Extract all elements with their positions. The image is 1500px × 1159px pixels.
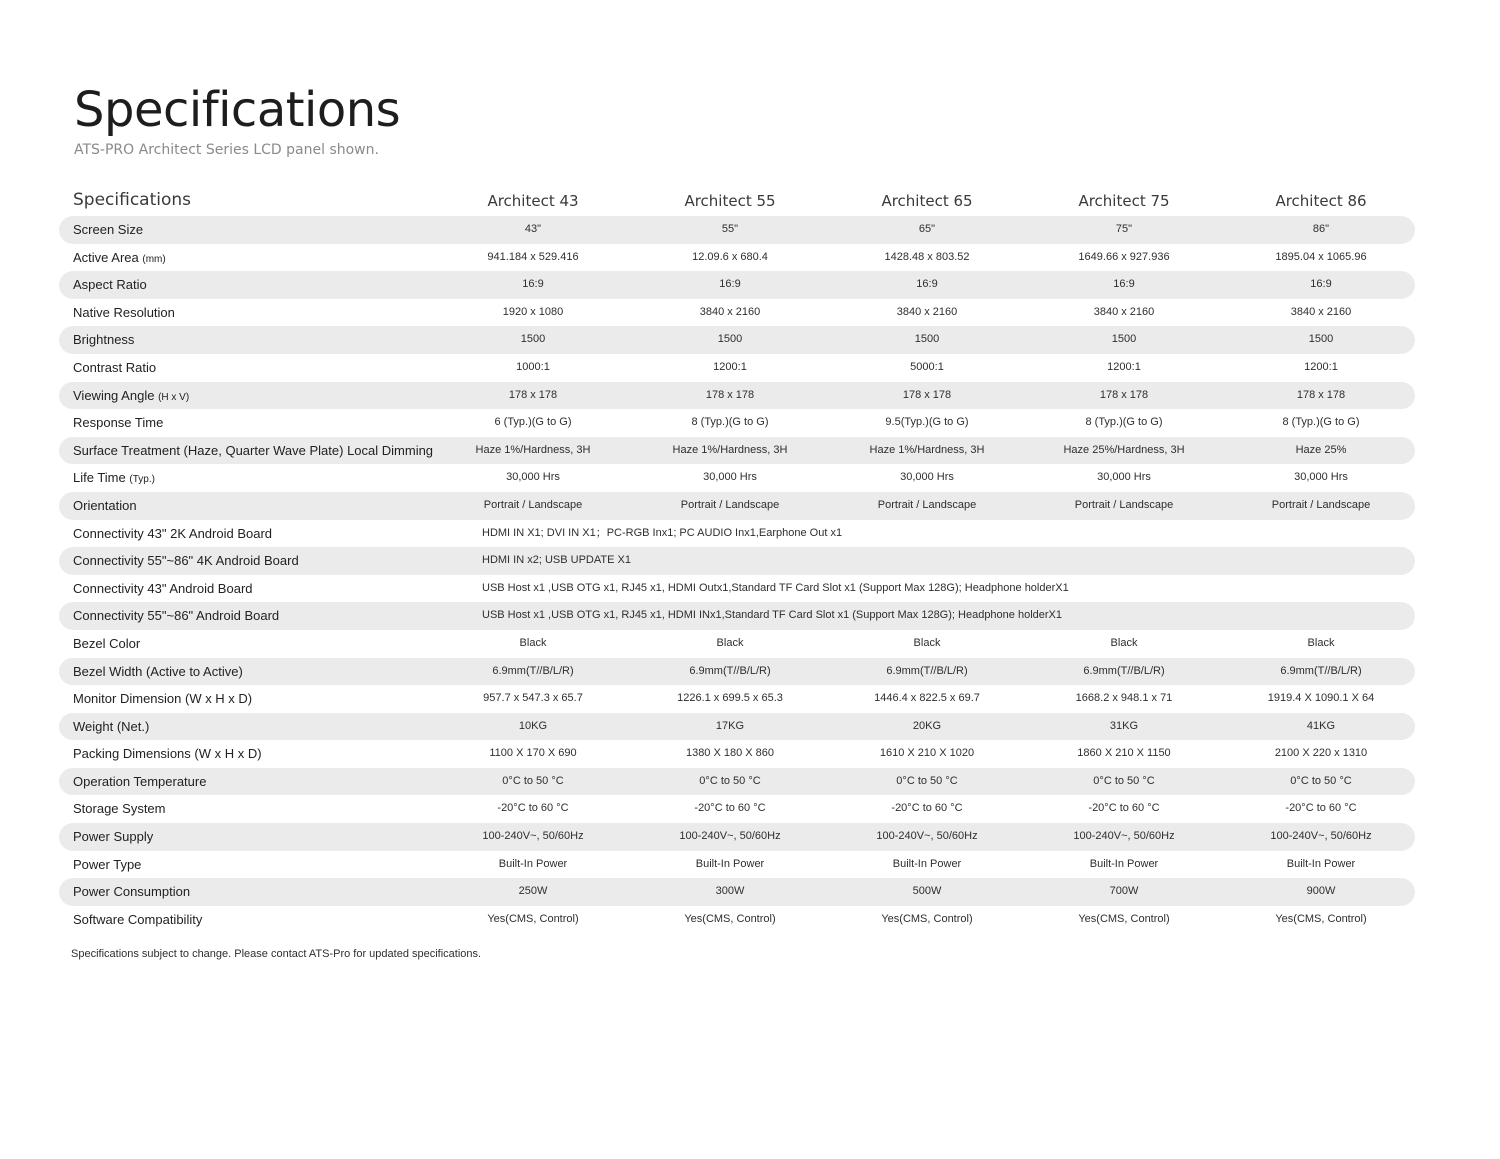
table-cell: 300W (715, 885, 745, 898)
table-cell: 178 x 178 (705, 388, 755, 401)
row-label-text: Connectivity 43" Android Board (73, 580, 253, 596)
row-label-note: (Typ.) (129, 474, 155, 486)
row-label-text: Aspect Ratio (73, 277, 147, 293)
row-label-text: Monitor Dimension (W x H x D) (73, 691, 253, 707)
table-cell: 30,000 Hrs (506, 471, 560, 484)
table-cell: 1500 (717, 333, 743, 346)
table-cell: 12.09.6 x 680.4 (692, 250, 768, 263)
table-cell: Black (519, 636, 547, 649)
table-cell: 16:9 (719, 278, 741, 291)
column-header: Architect 75 (1078, 192, 1170, 210)
table-cell: Haze 25% (1295, 443, 1347, 456)
table-cell: Black (1307, 636, 1335, 649)
row-label-text: Connectivity 55"~86" Android Board (73, 608, 280, 624)
table-cell: Portrait / Landscape (877, 498, 977, 511)
table-cell: Built-In Power (498, 857, 568, 870)
row-label-text: Software Compatibility (73, 911, 203, 927)
row-label-text: Power Consumption (73, 884, 191, 900)
row-label (73, 685, 252, 713)
table-cell: 178 x 178 (508, 388, 558, 401)
row-label-text: Operation Temperature (73, 773, 207, 789)
table-cell: 100-240V~, 50/60Hz (1073, 830, 1175, 843)
row-label-text: Bezel Color (73, 635, 141, 651)
table-cell: Portrait / Landscape (680, 498, 780, 511)
table-cell: 700W (1109, 885, 1139, 898)
table-cell: Portrait / Landscape (1271, 498, 1371, 511)
table-cell: 8 (Typ.)(G to G) (691, 416, 769, 429)
table-row (59, 271, 1415, 299)
row-label (73, 878, 190, 906)
table-row (59, 216, 1415, 244)
table-row (59, 520, 1415, 548)
table-row (59, 658, 1415, 686)
table-cell: -20°C to 60 °C (694, 802, 766, 815)
row-label (73, 795, 166, 823)
table-row (59, 823, 1415, 851)
table-cell: 0°C to 50 °C (896, 774, 958, 787)
table-cell: Built-In Power (695, 857, 765, 870)
table-cell: -20°C to 60 °C (891, 802, 963, 815)
table-row (59, 851, 1415, 879)
table-cell: 41KG (1306, 719, 1336, 732)
row-label-text: Active Area (73, 249, 139, 265)
table-cell: 1200:1 (1107, 360, 1141, 373)
table-cell: 178 x 178 (1099, 388, 1149, 401)
table-row (59, 354, 1415, 382)
table-cell: 1000:1 (516, 360, 550, 373)
column-header: Architect 43 (487, 192, 579, 210)
table-cell: Haze 25%/Hardness, 3H (1063, 443, 1185, 456)
table-cell: 20KG (912, 719, 942, 732)
table-cell: 1100 X 170 X 690 (489, 747, 577, 760)
table-row (59, 602, 1415, 630)
table-cell: 1610 X 210 X 1020 (879, 747, 975, 760)
table-row (59, 547, 1415, 575)
table-cell: 16:9 (522, 278, 544, 291)
table-row (59, 244, 1415, 272)
table-body (59, 216, 1415, 933)
table-cell: 1500 (1111, 333, 1137, 346)
row-label-text: Packing Dimensions (W x H x D) (73, 746, 262, 762)
table-cell: 1500 (914, 333, 940, 346)
table-cell: 75" (1115, 223, 1133, 235)
table-row (59, 464, 1415, 492)
row-label-text: Storage System (73, 801, 166, 817)
table-row (59, 878, 1415, 906)
table-cell: 10KG (518, 719, 548, 732)
row-label-text: Weight (Net.) (73, 718, 150, 734)
table-cell: 30,000 Hrs (703, 471, 757, 484)
table-cell: Haze 1%/Hardness, 3H (869, 443, 985, 456)
page-title: Specifications (74, 82, 401, 138)
row-label-text: Connectivity 43" 2K Android Board (73, 525, 273, 541)
table-row (59, 492, 1415, 520)
row-label-text: Orientation (73, 497, 137, 513)
table-cell: 6 (Typ.)(G to G) (494, 416, 572, 429)
table-cell: 1500 (520, 333, 546, 346)
table-cell: 100-240V~, 50/60Hz (876, 830, 978, 843)
table-cell: 1895.04 x 1065.96 (1275, 250, 1367, 263)
table-cell: 178 x 178 (1296, 388, 1346, 401)
table-cell: 100-240V~, 50/60Hz (679, 830, 781, 843)
table-row (59, 630, 1415, 658)
row-label (73, 602, 279, 630)
table-cell: 1500 (1308, 333, 1334, 346)
table-row (59, 382, 1415, 410)
column-header: Architect 65 (881, 192, 973, 210)
row-label-text: Contrast Ratio (73, 359, 157, 375)
row-label-text: Bezel Width (Active to Active) (73, 663, 243, 679)
table-cell: 6.9mm(T//B/L/R) (1280, 664, 1362, 677)
row-label-text: Life Time (73, 470, 126, 486)
table-cell: 8 (Typ.)(G to G) (1085, 416, 1163, 429)
table-row (59, 795, 1415, 823)
table-cell: 1860 X 210 X 1150 (1077, 747, 1171, 760)
row-label (73, 216, 143, 244)
table-cell: 0°C to 50 °C (1093, 774, 1155, 787)
table-cell: Haze 1%/Hardness, 3H (475, 443, 591, 456)
row-label (73, 575, 253, 603)
row-label (73, 740, 262, 768)
table-header (59, 186, 1415, 216)
table-row (59, 768, 1415, 796)
table-cell: Yes(CMS, Control) (684, 912, 776, 925)
table-row (59, 575, 1415, 603)
row-label (73, 492, 137, 520)
row-label-text: Brightness (73, 332, 135, 348)
table-cell: Black (913, 636, 941, 649)
table-cell: 6.9mm(T//B/L/R) (1083, 664, 1165, 677)
table-cell: 16:9 (1310, 278, 1332, 291)
table-cell: 16:9 (1113, 278, 1135, 291)
table-cell: 100-240V~, 50/60Hz (482, 830, 584, 843)
table-cell: 0°C to 50 °C (699, 774, 761, 787)
row-label (73, 547, 299, 575)
table-cell: Black (1110, 636, 1138, 649)
row-label-text: Surface Treatment (Haze, Quarter Wave Plate) Local Dimming (73, 442, 434, 458)
row-label (73, 906, 202, 934)
table-cell: Portrait / Landscape (483, 498, 583, 511)
row-label (73, 326, 134, 354)
table-cell: 86" (1312, 223, 1330, 235)
table-cell: 1668.2 x 948.1 x 71 (1075, 692, 1173, 705)
table-cell: 1920 x 1080 (502, 305, 564, 318)
row-label-text: Power Supply (73, 829, 154, 845)
table-cell: Portrait / Landscape (1074, 498, 1174, 511)
row-label (73, 768, 206, 796)
table-cell: 100-240V~, 50/60Hz (1270, 830, 1372, 843)
table-cell: Built-In Power (1089, 857, 1159, 870)
table-cell: 900W (1306, 885, 1336, 898)
table-cell: -20°C to 60 °C (1285, 802, 1357, 815)
table-row (59, 740, 1415, 768)
row-label-text: Viewing Angle (73, 387, 155, 403)
table-cell: 0°C to 50 °C (502, 774, 564, 787)
row-label (73, 823, 153, 851)
page-subtitle: ATS-PRO Architect Series LCD panel shown. (74, 142, 379, 158)
row-label-note: (mm) (142, 253, 166, 265)
header-label: Specifications (73, 190, 192, 210)
table-cell: 6.9mm(T//B/L/R) (886, 664, 968, 677)
column-header: Architect 55 (684, 192, 776, 210)
row-label-text: Response Time (73, 415, 164, 431)
table-cell: 3840 x 2160 (896, 305, 958, 318)
row-label (73, 271, 147, 299)
table-cell-span: USB Host x1 ,USB OTG x1, RJ45 x1, HDMI INx1,Standard TF Card Slot x1 (Support Max 128G); Headphone holderX1 (482, 609, 1062, 622)
table-cell: 1446.4 x 822.5 x 69.7 (874, 692, 980, 705)
table-cell: 17KG (715, 719, 745, 732)
table-cell: 5000:1 (910, 360, 944, 373)
row-label (73, 630, 140, 658)
table-cell: 55" (721, 223, 739, 235)
table-cell: 6.9mm(T//B/L/R) (492, 664, 574, 677)
row-label (73, 658, 243, 686)
table-cell: 43" (524, 223, 542, 235)
row-label (73, 354, 156, 382)
table-cell: 9.5(Typ.)(G to G) (885, 416, 969, 429)
table-cell: Built-In Power (892, 857, 962, 870)
footnote: Specifications subject to change. Please contact ATS-Pro for updated specifications. (71, 948, 482, 960)
table-cell-span: HDMI IN x2; USB UPDATE X1 (482, 554, 631, 567)
table-cell: 1226.1 x 699.5 x 65.3 (677, 692, 783, 705)
table-row (59, 713, 1415, 741)
table-cell: Yes(CMS, Control) (1078, 912, 1170, 925)
table-cell: 1919.4 X 1090.1 X 64 (1267, 692, 1375, 705)
table-cell: 3840 x 2160 (1290, 305, 1352, 318)
table-cell: 30,000 Hrs (1097, 471, 1151, 484)
table-cell: 3840 x 2160 (699, 305, 761, 318)
table-cell: 941.184 x 529.416 (487, 250, 579, 263)
row-label-text: Connectivity 55"~86" 4K Android Board (73, 553, 299, 569)
table-cell: 31KG (1109, 719, 1139, 732)
table-cell: 16:9 (916, 278, 938, 291)
table-cell-span: HDMI IN X1; DVI IN X1；PC-RGB Inx1; PC AUDIO Inx1,Earphone Out x1 (482, 526, 843, 539)
table-cell: 30,000 Hrs (1294, 471, 1348, 484)
table-cell: 957.7 x 547.3 x 65.7 (483, 692, 583, 705)
row-label (73, 382, 189, 412)
row-label (73, 713, 149, 741)
table-row (59, 906, 1415, 934)
table-cell-span: USB Host x1 ,USB OTG x1, RJ45 x1, HDMI Outx1,Standard TF Card Slot x1 (Support Max 128G); Headphone holderX1 (482, 581, 1069, 594)
table-cell: 30,000 Hrs (900, 471, 954, 484)
row-label-note: (H x V) (158, 391, 190, 403)
column-header: Architect 86 (1275, 192, 1367, 210)
table-cell: 1200:1 (1304, 360, 1338, 373)
row-label-text: Power Type (73, 856, 142, 872)
table-cell: 1200:1 (713, 360, 747, 373)
row-label (73, 437, 433, 465)
table-cell: Built-In Power (1286, 857, 1356, 870)
row-label (73, 851, 141, 879)
table-cell: 65" (918, 223, 936, 235)
table-cell: Yes(CMS, Control) (1275, 912, 1367, 925)
table-cell: Yes(CMS, Control) (487, 912, 579, 925)
row-label-text: Screen Size (73, 222, 144, 237)
table-row (59, 685, 1415, 713)
table-row (59, 409, 1415, 437)
table-cell: 8 (Typ.)(G to G) (1282, 416, 1360, 429)
row-label (73, 244, 166, 274)
table-row (59, 326, 1415, 354)
table-cell: -20°C to 60 °C (1088, 802, 1160, 815)
table-cell: 1380 X 180 X 860 (685, 747, 775, 760)
row-label (73, 409, 163, 437)
table-row (59, 437, 1415, 465)
spec-table (59, 186, 1415, 933)
table-cell: 2100 X 220 x 1310 (1274, 747, 1368, 760)
table-cell: Black (716, 636, 744, 649)
table-row (59, 299, 1415, 327)
table-cell: 0°C to 50 °C (1290, 774, 1352, 787)
table-cell: Haze 1%/Hardness, 3H (672, 443, 788, 456)
table-cell: 178 x 178 (902, 388, 952, 401)
table-cell: 6.9mm(T//B/L/R) (689, 664, 771, 677)
table-cell: 250W (518, 885, 548, 898)
row-label (73, 299, 175, 327)
table-cell: 3840 x 2160 (1093, 305, 1155, 318)
row-label (73, 520, 272, 548)
table-cell: 1649.66 x 927.936 (1078, 250, 1170, 263)
table-cell: -20°C to 60 °C (497, 802, 569, 815)
row-label-text: Native Resolution (73, 304, 175, 320)
table-cell: 500W (912, 885, 942, 898)
table-cell: 1428.48 x 803.52 (884, 250, 970, 263)
table-cell: Yes(CMS, Control) (881, 912, 973, 925)
row-label (73, 464, 155, 494)
